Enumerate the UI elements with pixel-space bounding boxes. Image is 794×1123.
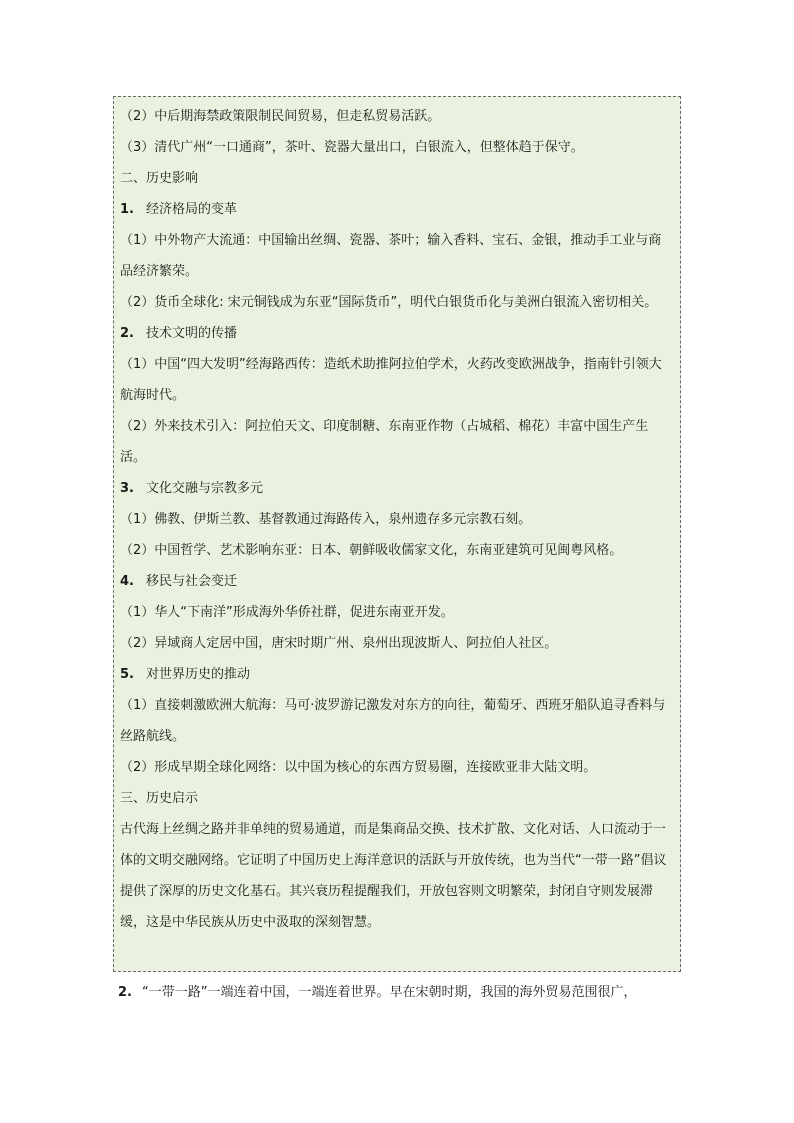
subsection-title: 技术文明的传播 — [146, 326, 238, 341]
list-item: （1）佛教、伊斯兰教、基督教通过海路传入，泉州遗存多元宗教石刻。 — [120, 512, 532, 527]
list-item: （2）形成早期全球化网络：以中国为核心的东西方贸易圈，连接欧亚非大陆文明。 — [120, 760, 597, 775]
list-item: （2）货币全球化: 宋元铜钱成为东亚“国际货币”，明代白银货币化与美洲白银流入密切相关。 — [120, 295, 658, 310]
list-item: （2）外来技术引入：阿拉伯天文、印度制糖、东南亚作物（占城稻、棉花）丰富中国生产生活。 — [120, 419, 649, 465]
subsection-number: 3. — [120, 481, 134, 496]
list-item: （1）直接刺激欧洲大航海：马可·波罗游记激发对东方的向往，葡萄牙、西班牙船队追寻香料与丝路航线。 — [120, 698, 666, 744]
subsection-heading — [120, 318, 672, 349]
subsection-heading — [120, 659, 672, 690]
subsection-number: 2. — [120, 326, 134, 341]
subsection-title: 对世界历史的推动 — [146, 667, 251, 682]
answer-box — [113, 96, 681, 972]
subsection-heading — [120, 566, 672, 597]
question-text: “一带一路”一端连着中国，一端连着世界。早在宋朝时期，我国的海外贸易范围很广， — [142, 985, 637, 1000]
subsection-number: 5. — [120, 667, 134, 682]
section-heading: 二、历史影响 — [120, 171, 199, 186]
list-item: （1）中国“四大发明”经海路西传：造纸术助推阿拉伯学术，火药改变欧洲战争，指南针引领大航海时代。 — [120, 357, 662, 403]
list-item: （2）异域商人定居中国，唐宋时期广州、泉州出现波斯人、阿拉伯人社区。 — [120, 636, 558, 651]
subsection-number: 1. — [120, 202, 134, 217]
next-question — [118, 978, 688, 1008]
subsection-title: 移民与社会变迁 — [146, 574, 238, 589]
text-line: （3）清代广州“一口通商”，茶叶、瓷器大量出口，白银流入，但整体趋于保守。 — [120, 140, 584, 155]
text-line: （2）中后期海禁政策限制民间贸易，但走私贸易活跃。 — [120, 109, 441, 124]
subsection-heading — [120, 194, 672, 225]
subsection-title: 文化交融与宗教多元 — [146, 481, 264, 496]
list-item: （1）中外物产大流通：中国输出丝绸、瓷器、茶叶；输入香料、宝石、金银，推动手工业与商品经济繁荣。 — [120, 233, 662, 279]
subsection-number: 4. — [120, 574, 134, 589]
subsection-title: 经济格局的变革 — [146, 202, 238, 217]
section-heading: 三、历史启示 — [120, 791, 199, 806]
list-item: （2）中国哲学、艺术影响东亚：日本、朝鲜吸收儒家文化，东南亚建筑可见闽粤风格。 — [120, 543, 623, 558]
conclusion-paragraph: 古代海上丝绸之路并非单纯的贸易通道，而是集商品交换、技术扩散、文化对话、人口流动于一体的文明交融网络。它证明了中国历史上海洋意识的活跃与开放传统，也为当代“一带一路”倡议提供了深厚的历史文化基石。其兴衰历程提醒我们，开放包容则文明繁荣，封闭自守则发展滞缓，这是中华民族从历史中汲取的深刻智慧。 — [120, 822, 667, 930]
question-number: 2. — [118, 985, 132, 1000]
list-item: （1）华人“下南洋”形成海外华侨社群，促进东南亚开发。 — [120, 605, 454, 620]
subsection-heading — [120, 473, 672, 504]
